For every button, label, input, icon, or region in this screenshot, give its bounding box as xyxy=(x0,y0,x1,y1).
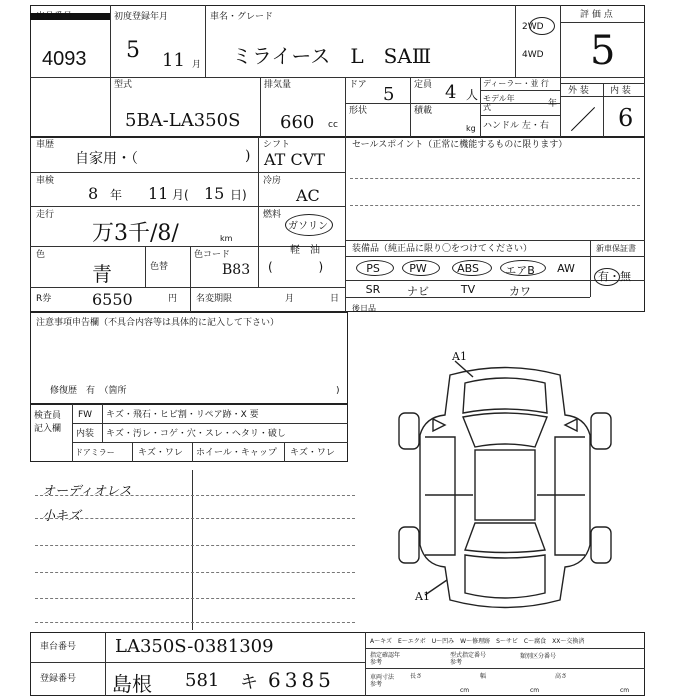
doors-value: 5 xyxy=(383,84,395,105)
name-change-label: 名変期限 xyxy=(196,294,233,304)
model-label: 型式 xyxy=(114,80,133,90)
fw-label: FW xyxy=(78,410,93,420)
reg-kana: キ xyxy=(240,672,258,693)
load-label: 積載 xyxy=(414,106,433,116)
insp-year-unit: 年 xyxy=(110,188,123,202)
color-change-label: 色替 xyxy=(150,262,169,272)
note-line-2: 小キズ xyxy=(42,509,81,524)
equip-sr: SR xyxy=(365,283,381,296)
color-value: 青 xyxy=(92,262,112,286)
name-grade-label: 車名・グレード xyxy=(210,12,274,22)
repair-close: ) xyxy=(336,386,340,396)
cert-label: 指定確認年 参考 xyxy=(370,652,401,666)
capacity-label: 定員 xyxy=(414,80,433,90)
chassis-no-value: LA350S-0381309 xyxy=(115,636,274,657)
mileage-unit: km xyxy=(220,234,233,243)
interior-grade: 6 xyxy=(618,104,634,132)
displacement-value: 660 xyxy=(280,112,315,133)
legend-text: A～キズ E～エクボ U～凹み W～修理跡 S～サビ C～腐食 XX～交換済 xyxy=(370,638,585,645)
fw-text: キズ・飛石・ヒビ割・リペア跡・X 要 xyxy=(106,410,259,420)
equip-navi: ナビ xyxy=(407,285,429,298)
mileage-label: 走行 xyxy=(36,210,55,220)
color-code-value: B83 xyxy=(222,262,251,278)
wc-text: キズ・ワレ xyxy=(290,448,335,458)
first-reg-month-unit: 月 xyxy=(192,60,202,70)
mileage-value: 万3千/8/ xyxy=(92,221,179,246)
first-reg-month: 11 xyxy=(162,50,185,71)
reg-num: 6385 xyxy=(268,668,335,692)
door-mirror-label: ドアミラー xyxy=(75,448,115,457)
chassis-no-label: 車台番号 xyxy=(40,642,77,652)
notes-label: 注意事項申告欄（不具合内容等は具体的に記入して下さい） xyxy=(36,318,280,328)
first-reg-label: 初度登録年月 xyxy=(114,12,169,22)
reg-place: 島根 xyxy=(112,672,152,696)
capacity-unit: 人 xyxy=(466,88,479,102)
year-suffix: 年 xyxy=(548,99,558,109)
model-value: 5BA-LA350S xyxy=(125,110,241,131)
equip-pw: PW xyxy=(409,262,427,275)
equip-aw: AW xyxy=(557,262,575,275)
name-change-day: 日 xyxy=(330,294,340,304)
kanshi-label: 車両寸法 参考 xyxy=(370,674,395,688)
dealer-label: ディーラー・並 行 xyxy=(483,79,549,88)
equip-ps: PS xyxy=(366,262,380,275)
rear-label: 後日品 xyxy=(352,304,376,313)
insp-day: 15 xyxy=(204,184,225,203)
wid-label: 幅 xyxy=(480,673,487,680)
inspection-label: 車検 xyxy=(36,176,55,186)
history-value: 自家用・（ xyxy=(75,151,138,167)
shift-value: AT CVT xyxy=(264,150,325,169)
cooler-label: 冷房 xyxy=(263,176,282,186)
sales-point-label: セールスポイント（正常に機能するものに限ります） xyxy=(352,140,568,150)
recycle-yen: 円 xyxy=(168,294,178,304)
car-name-value: ミライース L SAⅢ xyxy=(232,44,432,68)
displacement-unit: cc xyxy=(328,120,338,130)
naiso-text: キズ・汚レ・コゲ・穴・スレ・ヘタリ・破し xyxy=(106,429,286,439)
equipment-label: 装備品（純正品に限り〇をつけてください） xyxy=(352,244,533,254)
first-reg-year: 5 xyxy=(126,38,140,63)
naiso-label: 内装 xyxy=(76,429,95,439)
shift-label: シフト xyxy=(263,140,291,150)
bui-label: 類別区分番号 xyxy=(520,653,557,660)
fuel-label: 燃料 xyxy=(263,210,282,220)
drive-2wd: 2WD xyxy=(522,22,544,32)
equip-tv: TV xyxy=(460,283,476,296)
wheel-cap-label: ホイール・キャップ xyxy=(196,448,277,458)
cooler-value: AC xyxy=(296,186,320,205)
dm-text: キズ・ワレ xyxy=(138,448,183,458)
len-label: 長さ xyxy=(410,673,423,680)
reg-class: 581 xyxy=(185,670,220,691)
lot-no-label: 出品番号 xyxy=(36,12,73,22)
note-line-1: オーディオレス xyxy=(42,484,132,499)
insp-month-unit: 月( xyxy=(172,188,189,202)
history-label: 車歴 xyxy=(36,140,55,150)
color-label: 色 xyxy=(36,250,46,260)
capacity-value: 4 xyxy=(445,82,457,103)
drive-2wd-circle xyxy=(529,17,555,35)
displacement-label: 排気量 xyxy=(264,80,292,90)
insp-day-unit: 日) xyxy=(230,188,247,202)
inspector-label: 検査員 記入欄 xyxy=(34,411,62,434)
cm-3: cm xyxy=(620,687,630,694)
rating-value: 5 xyxy=(590,28,616,74)
kata-type-label: 型式指定番号 参考 xyxy=(450,652,487,666)
insp-year: 8 xyxy=(88,184,99,203)
cm-1: cm xyxy=(460,687,470,694)
rating-label: 評 価 点 xyxy=(580,10,613,20)
interior-label: 内 装 xyxy=(610,86,631,96)
exterior-grade: ／ xyxy=(570,106,597,136)
fuel-circle xyxy=(285,214,333,236)
name-change-month: 月 xyxy=(285,294,295,304)
fuel-value: ガソリン xyxy=(288,221,328,232)
drive-4wd: 4WD xyxy=(522,50,544,60)
reg-no-label: 登録番号 xyxy=(40,674,77,684)
model-year-label: モデル年式 xyxy=(483,94,515,112)
equip-airbag: エアB xyxy=(505,264,535,277)
exterior-label: 外 装 xyxy=(568,86,589,96)
car-damage-diagram xyxy=(385,355,625,620)
lot-no-value: 4093 xyxy=(42,48,87,70)
repair-label: 修復歴 有 （箇所 xyxy=(50,386,127,396)
recycle-label: R券 xyxy=(36,294,52,304)
warranty-label: 新車保証書 xyxy=(596,244,636,253)
insp-month: 11 xyxy=(148,184,169,203)
hei-label: 高さ xyxy=(555,673,568,680)
damage-mark-2: A1 xyxy=(415,590,430,603)
cm-2: cm xyxy=(530,687,540,694)
warranty-value: 有・無 xyxy=(598,270,631,283)
fuel-paren: ( ) xyxy=(268,260,324,274)
handle-label: ハンドル 左・右 xyxy=(483,121,549,131)
color-code-label: 色コード xyxy=(194,250,231,260)
fuel-alt: 軽 油 xyxy=(290,245,320,256)
equip-leather: カワ xyxy=(509,285,531,298)
damage-mark-1: A1 xyxy=(452,350,467,363)
doors-label: ドア xyxy=(349,80,367,90)
recycle-value: 6550 xyxy=(92,290,133,309)
kg-unit: kg xyxy=(466,124,476,133)
shape-label: 形状 xyxy=(349,106,368,116)
history-close: ) xyxy=(245,148,251,164)
equip-abs: ABS xyxy=(457,262,479,275)
